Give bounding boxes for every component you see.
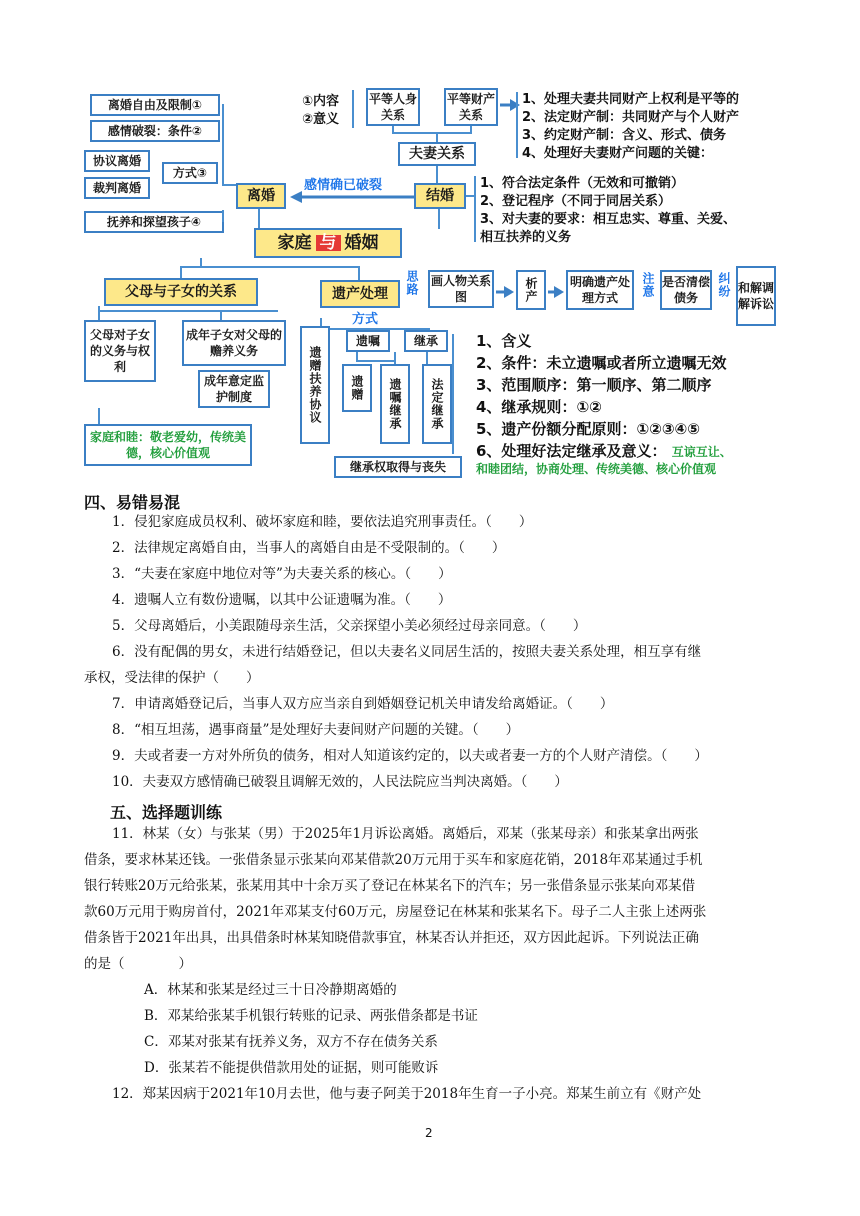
- section4-heading: 四、易错易混: [84, 493, 181, 512]
- question-item: 9．夫或者妻一方对外所负的债务，相对人知道该约定的，以夫或者妻一方的个人财产清偿。（ ）: [112, 748, 708, 764]
- inherit-item-text: 6、处理好法定继承及意义：: [476, 442, 667, 460]
- question-item: 承权，受法律的保护（ ）: [84, 670, 260, 686]
- inherit-item: 5、遗产份额分配原则：①②③④⑤: [476, 420, 700, 438]
- attention-label: 注意: [641, 272, 655, 298]
- arrow-right-icon: [496, 283, 514, 295]
- title-family: 家庭: [277, 233, 312, 253]
- q11-line: 11．林某（女）与张某（男）于2025年1月诉讼离婚。离婚后，邓某（张某母亲）和张某拿出两张: [112, 826, 699, 842]
- option-a: A．林某和张某是经过三十日冷静期离婚的: [144, 982, 397, 998]
- draw-relation-box: 画人物关系图: [428, 270, 494, 308]
- question-item: 8．“相互坦荡，遇事商量”是处理好夫妻间财产问题的关键。（ ）: [112, 722, 520, 738]
- acquire-lose-box: 继承权取得与丧失: [334, 456, 462, 478]
- parents-children-node: 父母与子女的关系: [104, 278, 258, 306]
- inherit-item: 3、范围顺序：第一顺序、第二顺序: [476, 376, 712, 394]
- marriage-item: 相互扶养的义务: [480, 230, 572, 245]
- litigation-box: 和解调解诉讼: [736, 266, 776, 326]
- marriage-item: 1、符合法定条件（无效和可撤销）: [480, 176, 685, 191]
- q12-line: 12．郑某因病于2021年10月去世，他与妻子阿美于2018年生育一子小亮。郑某生前立有《财产处: [112, 1086, 702, 1102]
- q11-line: 借条，要求林某还钱。一张借条显示张某向邓某借款20万元用于买车和家庭花销，2018年邓某通过手机: [84, 852, 703, 868]
- option-b: B．邓某给张某手机银行转账的记录、两张借条都是书证: [144, 1008, 478, 1024]
- support-agreement-box: 遗赠扶养协议: [300, 326, 330, 444]
- legal-inherit-box: 法定继承: [422, 364, 452, 444]
- agreement-divorce-box: 协议离婚: [84, 150, 150, 172]
- option-c: C．邓某对张某有抚养义务，双方不存在债务关系: [144, 1034, 438, 1050]
- succession-box: 继承: [404, 330, 448, 352]
- debt-box: 是否清偿债务: [660, 270, 712, 310]
- equal-property-box: 平等财产关系: [444, 88, 498, 126]
- mode-label: 方式: [352, 312, 379, 327]
- title-marriage: 婚姻: [344, 233, 379, 253]
- property-item: 2、法定财产制：共同财产与个人财产: [522, 110, 740, 125]
- judicial-divorce-box: 裁判离婚: [84, 177, 150, 199]
- question-item: 10．夫妻双方感情确已破裂且调解无效的，人民法院应当判决离婚。（ ）: [112, 774, 568, 790]
- divorce-node: 离婚: [236, 183, 286, 209]
- inherit-item: 4、继承规则：①②: [476, 398, 602, 416]
- page-number: 2: [425, 1126, 433, 1140]
- emotion-breakdown-box: 感情破裂：条件②: [90, 120, 220, 142]
- parent-duty-box: 父母对子女的义务与权利: [84, 320, 156, 382]
- inheritance-node: 遗产处理: [320, 280, 400, 308]
- arrow-right-icon: [548, 283, 564, 295]
- couple-relation-box: 夫妻关系: [398, 142, 476, 166]
- child-duty-box: 成年子女对父母的赡养义务: [182, 320, 286, 366]
- section4-items: [84, 509, 784, 795]
- q11-line: 银行转账20万元给张某，张某用其中十余万买了登记在林某名下的汽车；另一张借条显示张某向邓某借: [84, 878, 696, 894]
- q11-line: 借条皆于2021年出具，出具借条时林某知晓借款事宜，林某否认并拒还，双方因此起诉。下列说法正确: [84, 930, 699, 946]
- section5-heading: 五、选择题训练: [110, 803, 223, 822]
- section5-q11: [84, 821, 784, 1107]
- question-item: 4．遗嘱人立有数份遗嘱，以其中公证遗嘱为准。（ ）: [112, 592, 452, 608]
- family-harmony-box: 家庭和睦：敬老爱幼，传统美德，核心价值观: [84, 424, 252, 466]
- question-item: 6．没有配偶的男女，未进行结婚登记，但以夫妻名义同居生活的，按照夫妻关系处理，相互享有继: [112, 644, 702, 660]
- central-title: [254, 228, 402, 258]
- inherit-item: 1、含义: [476, 332, 532, 350]
- child-custody-box: 抚养和探望孩子④: [84, 211, 224, 233]
- will-inherit-box: 遗嘱继承: [380, 364, 410, 444]
- question-item: 2．法律规定离婚自由，当事人的离婚自由是不受限制的。（ ）: [112, 540, 506, 556]
- arrow-left-icon: [290, 188, 414, 200]
- property-item: 1、处理夫妻共同财产上权利是平等的: [522, 92, 740, 107]
- analyze-property-box: 析产: [516, 270, 546, 310]
- will-box: 遗嘱: [346, 330, 390, 352]
- divorce-freedom-box: 离婚自由及限制①: [90, 94, 220, 116]
- q11-line: 款60万元用于购房首付，2021年邓某支付60万元，房屋登记在林某和张某名下。母子二人主张上述两张: [84, 904, 707, 920]
- question-item: 1．侵犯家庭成员权利、破坏家庭和睦，要依法追究刑事责任。（ ）: [112, 514, 533, 530]
- note-meaning: ②意义: [302, 112, 340, 127]
- bequest-box: 遗赠: [342, 364, 372, 412]
- marriage-item: 2、登记程序（不同于同居关系）: [480, 194, 672, 209]
- option-d: D．张某若不能提供借款用处的证据，则可能败诉: [144, 1060, 439, 1076]
- dispute-label: 纠纷: [717, 272, 731, 298]
- marriage-node: 结婚: [414, 183, 466, 209]
- breakdown-label: 感情确已破裂: [304, 178, 383, 193]
- inherit-green-text: 互谅互让、: [671, 445, 732, 459]
- method-clear-box: 明确遗产处理方式: [566, 270, 634, 310]
- question-item: 3．“夫妻在家庭中地位对等”为夫妻关系的核心。（ ）: [112, 566, 452, 582]
- thinking-label: 思路: [405, 270, 419, 296]
- q11-line: 的是（ ）: [84, 956, 192, 972]
- guardian-box: 成年意定监护制度: [198, 370, 270, 408]
- property-item: 4、处理好夫妻财产问题的关键：: [522, 146, 714, 161]
- inherit-green-text-line2: 和睦团结，协商处理、传统美德、核心价值观: [476, 462, 717, 476]
- property-item: 3、约定财产制：含义、形式、债务: [522, 128, 727, 143]
- marriage-item: 3、对夫妻的要求：相互忠实、尊重、关爱、: [480, 212, 737, 227]
- inherit-list: [476, 330, 732, 463]
- question-item: 5．父母离婚后，小美跟随母亲生活，父亲探望小美必须经过母亲同意。（ ）: [112, 618, 587, 634]
- divorce-method-box: 方式③: [162, 162, 218, 184]
- note-content: ①内容: [302, 94, 340, 109]
- inherit-item: 2、条件：未立遗嘱或者所立遗嘱无效: [476, 354, 727, 372]
- title-and: 与: [316, 235, 341, 251]
- question-item: 7．申请离婚登记后，当事人双方应当亲自到婚姻登记机关申请发给离婚证。（ ）: [112, 696, 614, 712]
- equal-person-box: 平等人身关系: [366, 88, 420, 126]
